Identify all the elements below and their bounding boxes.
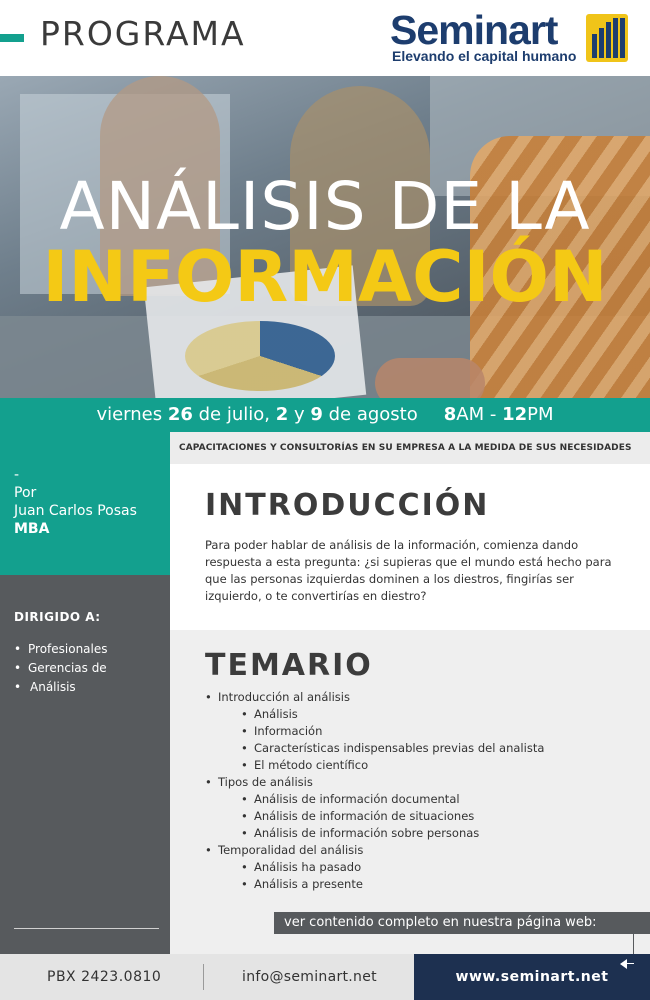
- syllabus-subtopic: • Información: [205, 723, 630, 740]
- full-content-link[interactable]: ver contenido completo en nuestra página web:: [274, 912, 650, 934]
- pie-chart-icon: [185, 321, 335, 391]
- date-text: y: [288, 404, 311, 425]
- date-text: de agosto: [322, 404, 418, 425]
- speaker-by: Por: [14, 485, 37, 501]
- time-text: PM: [527, 404, 554, 425]
- footer: [0, 954, 650, 1000]
- seminart-logo[interactable]: [390, 7, 630, 66]
- time-text: AM -: [456, 404, 503, 425]
- speaker-degree: MBA: [14, 521, 50, 537]
- syllabus-section: [170, 630, 650, 954]
- syllabus-topic: • Temporalidad del análisis: [205, 842, 630, 859]
- date-text: de julio,: [192, 404, 276, 425]
- speaker-box: [0, 432, 170, 575]
- arrow-left-icon: [620, 959, 627, 969]
- divider: [14, 928, 159, 929]
- hero-title-line2: INFORMACIÓN: [42, 236, 608, 318]
- syllabus-topic: • Introducción al análisis: [205, 689, 630, 706]
- arrow-line: [626, 963, 634, 964]
- time-start: 8: [443, 404, 457, 425]
- syllabus-heading: TEMARIO: [205, 648, 373, 683]
- speaker-dash: -: [14, 467, 20, 483]
- introduction-text: Para poder hablar de análisis de la información, comienza dando respuesta a esta pregunta: ¿si supieras que el mundo está hecho para que las personas izquierdas dominen a los diestros, fingirías ser izquierdo, o te convertirías en diestro?: [205, 538, 612, 603]
- syllabus-subtopic: • Análisis: [205, 706, 630, 723]
- syllabus-subtopic: • Análisis de información documental: [205, 791, 630, 808]
- introduction-heading: INTRODUCCIÓN: [205, 488, 490, 523]
- date-day: 26: [167, 404, 193, 425]
- hero-photo-hand: [375, 358, 485, 398]
- syllabus-subtopic: • Análisis a presente: [205, 876, 630, 893]
- audience-item: • Análisis: [14, 678, 108, 697]
- date-text: viernes: [96, 404, 168, 425]
- website-link[interactable]: www.seminart.net: [414, 954, 650, 1000]
- speaker-name: Juan Carlos Posas: [14, 503, 137, 519]
- syllabus-topic: • Tipos de análisis: [205, 774, 630, 791]
- syllabus-subtopic: • Análisis ha pasado: [205, 859, 630, 876]
- logo-tagline: Elevando el capital humano: [392, 48, 577, 64]
- date-day: 9: [310, 404, 323, 425]
- audience-item: • Profesionales: [14, 640, 108, 659]
- hero-title-line1: ANÁLISIS DE LA: [59, 168, 591, 245]
- logo-name: Seminart: [390, 7, 558, 53]
- syllabus-subtopic: • El método científico: [205, 757, 630, 774]
- introduction-section: [170, 464, 650, 630]
- date-day: 2: [275, 404, 289, 425]
- left-sidebar: [0, 432, 170, 954]
- program-label: PROGRAMA: [40, 14, 246, 53]
- phone-number[interactable]: PBX 2423.0810: [47, 969, 162, 985]
- header: [0, 0, 650, 76]
- audience-heading: DIRIGIDO A:: [14, 610, 101, 624]
- audience-list: [14, 640, 108, 697]
- services-strip: CAPACITACIONES Y CONSULTORÍAS EN SU EMPRESA A LA MEDIDA DE SUS NECESIDADES: [170, 432, 650, 464]
- syllabus-subtopic: • Análisis de información sobre personas: [205, 825, 630, 842]
- header-accent-bar: [0, 34, 24, 42]
- syllabus-subtopic: • Características indispensables previas del analista: [205, 740, 630, 757]
- audience-item: • Gerencias de: [14, 659, 108, 678]
- email-link[interactable]: info@seminart.net: [242, 969, 377, 985]
- hero-banner: [0, 76, 650, 398]
- date-band: [0, 398, 650, 432]
- bar-chart-icon: [586, 14, 628, 62]
- footer-divider: [203, 964, 204, 990]
- time-end: 12: [502, 404, 528, 425]
- syllabus-subtopic: • Análisis de información de situaciones: [205, 808, 630, 825]
